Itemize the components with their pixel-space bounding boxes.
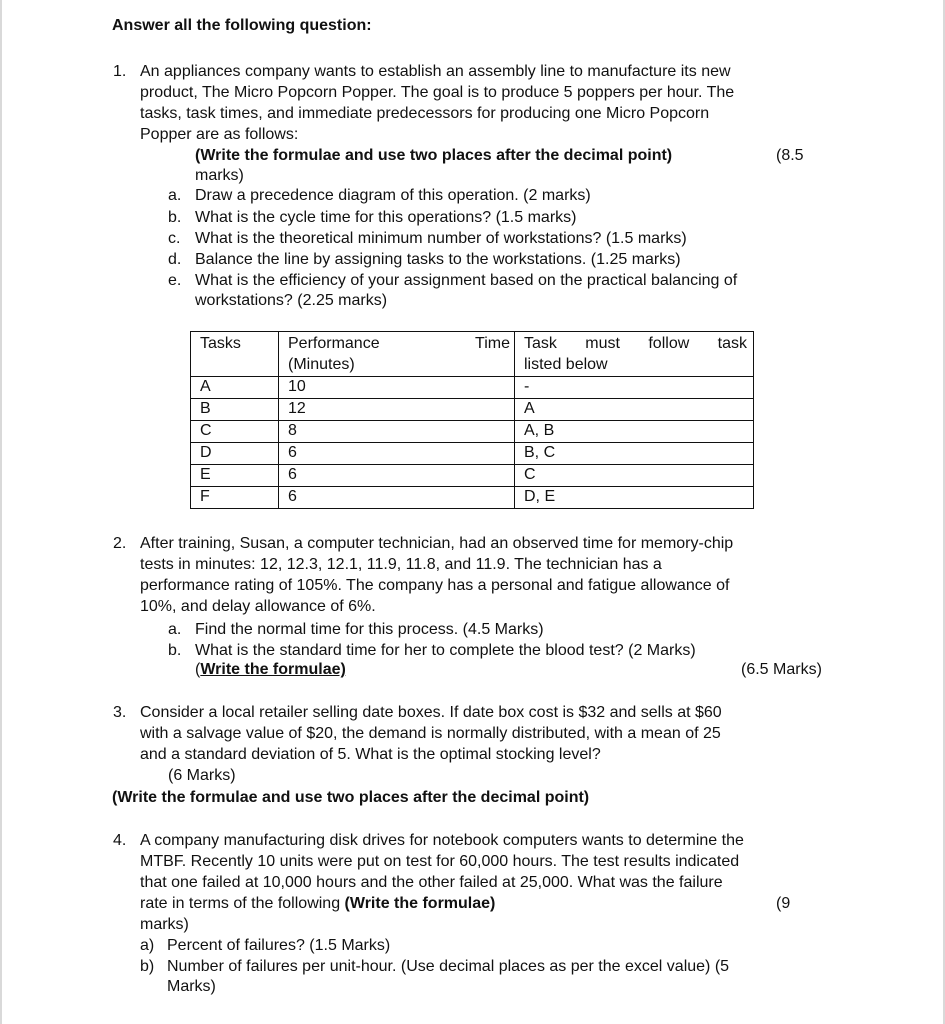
question-1-line: product, The Micro Popcorn Popper. The goal is to produce 5 poppers per hour. The: [140, 84, 735, 101]
table-row: [191, 465, 754, 487]
table-row: [191, 399, 754, 421]
page-left-edge: [0, 0, 2, 1024]
question-2-number: 2.: [113, 535, 127, 552]
table-row: [191, 443, 754, 465]
list-item: Number of failures per unit-hour. (Use decimal places as per the excel value) (5: [167, 958, 730, 975]
question-4-line: A company manufacturing disk drives for notebook computers wants to determine the: [140, 832, 744, 849]
question-4-marks-cont: marks): [140, 916, 189, 933]
list-item-label: a): [140, 937, 155, 954]
list-item-label: d.: [168, 251, 182, 268]
question-3-instruction: (Write the formulae and use two places after the decimal point): [112, 789, 590, 806]
table-header-row: [191, 332, 754, 377]
cell-time: 12: [279, 399, 515, 421]
question-4-line: MTBF. Recently 10 units were put on test for 60,000 hours. The test results indicated: [140, 853, 740, 870]
question-2-line: 10%, and delay allowance of 6%.: [140, 598, 376, 615]
page-title: Answer all the following question:: [112, 17, 372, 34]
list-item: Percent of failures? (1.5 Marks): [167, 937, 391, 954]
list-item-label: a.: [168, 621, 182, 638]
question-1-marks-cont: marks): [195, 167, 244, 184]
header-predecessors: Task must follow task listed below: [515, 332, 754, 377]
task-table: [190, 331, 754, 509]
cell-predecessor: A, B: [515, 421, 754, 443]
table-row: [191, 421, 754, 443]
cell-time: 6: [279, 465, 515, 487]
cell-predecessor: B, C: [515, 443, 754, 465]
question-1-line: Popper are as follows:: [140, 126, 299, 143]
cell-predecessor: D, E: [515, 487, 754, 509]
list-item-label: b.: [168, 209, 182, 226]
list-item-label: b.: [168, 642, 182, 659]
question-3-text: [140, 702, 832, 765]
question-3-marks: (6 Marks): [168, 767, 236, 784]
cell-predecessor: -: [515, 377, 754, 399]
question-1-text: [140, 61, 832, 145]
question-1-number: 1.: [113, 63, 127, 80]
cell-predecessor: A: [515, 399, 754, 421]
question-4-line: rate in terms of the following (Write the formulae): [140, 895, 496, 912]
cell-time: 6: [279, 487, 515, 509]
question-1-instruction: (Write the formulae and use two places after the decimal point): [195, 147, 673, 164]
question-1-line: An appliances company wants to establish an assembly line to manufacture its new: [140, 63, 731, 80]
question-4-marks: (9: [776, 895, 791, 912]
cell-task: C: [191, 421, 279, 443]
list-item: What is the standard time for her to complete the blood test? (2 Marks): [195, 642, 696, 659]
question-2-marks: (6.5 Marks): [741, 661, 822, 678]
cell-predecessor: C: [515, 465, 754, 487]
list-item: What is the cycle time for this operations? (1.5 marks): [195, 209, 577, 226]
list-item-label: c.: [168, 230, 181, 247]
cell-task: F: [191, 487, 279, 509]
table-row: [191, 487, 754, 509]
list-item-label: a.: [168, 187, 182, 204]
question-2-line: After training, Susan, a computer technician, had an observed time for memory-chip: [140, 535, 734, 552]
list-item-label: e.: [168, 272, 182, 289]
question-2-formula-note: (Write the formulae): [195, 661, 346, 678]
cell-task: A: [191, 377, 279, 399]
question-1-line: tasks, task times, and immediate predecessors for producing one Micro Popcorn: [140, 105, 710, 122]
question-3-line: Consider a local retailer selling date boxes. If date box cost is $32 and sells at $60: [140, 704, 722, 721]
question-2-line: tests in minutes: 12, 12.3, 12.1, 11.9, 11.8, and 11.9. The technician has a: [140, 556, 662, 573]
question-1-marks: (8.5: [776, 147, 804, 164]
question-3-line: with a salvage value of $20, the demand is normally distributed, with a mean of 25: [140, 725, 721, 742]
cell-time: 8: [279, 421, 515, 443]
cell-task: E: [191, 465, 279, 487]
list-item-label: b): [140, 958, 155, 975]
question-2-text: [140, 533, 832, 617]
list-item: What is the theoretical minimum number of workstations? (1.5 marks): [195, 230, 687, 247]
question-3-number: 3.: [113, 704, 127, 721]
list-item-cont: Marks): [167, 978, 216, 995]
list-item: Balance the line by assigning tasks to the workstations. (1.25 marks): [195, 251, 681, 268]
table-row: [191, 377, 754, 399]
cell-time: 10: [279, 377, 515, 399]
question-4-text: [140, 830, 832, 893]
question-3-line: and a standard deviation of 5. What is the optimal stocking level?: [140, 746, 601, 763]
list-item-cont: workstations? (2.25 marks): [195, 292, 388, 309]
question-2-line: performance rating of 105%. The company has a personal and fatigue allowance of: [140, 577, 730, 594]
list-item: What is the efficiency of your assignment based on the practical balancing of: [195, 272, 738, 289]
list-item: Find the normal time for this process. (4.5 Marks): [195, 621, 544, 638]
cell-time: 6: [279, 443, 515, 465]
header-tasks: Tasks: [191, 332, 279, 377]
list-item: Draw a precedence diagram of this operation. (2 marks): [195, 187, 591, 204]
question-4-number: 4.: [113, 832, 127, 849]
header-performance-time: Performance Time (Minutes): [279, 332, 515, 377]
question-4-line: that one failed at 10,000 hours and the other failed at 25,000. What was the failure: [140, 874, 723, 891]
cell-task: B: [191, 399, 279, 421]
cell-task: D: [191, 443, 279, 465]
